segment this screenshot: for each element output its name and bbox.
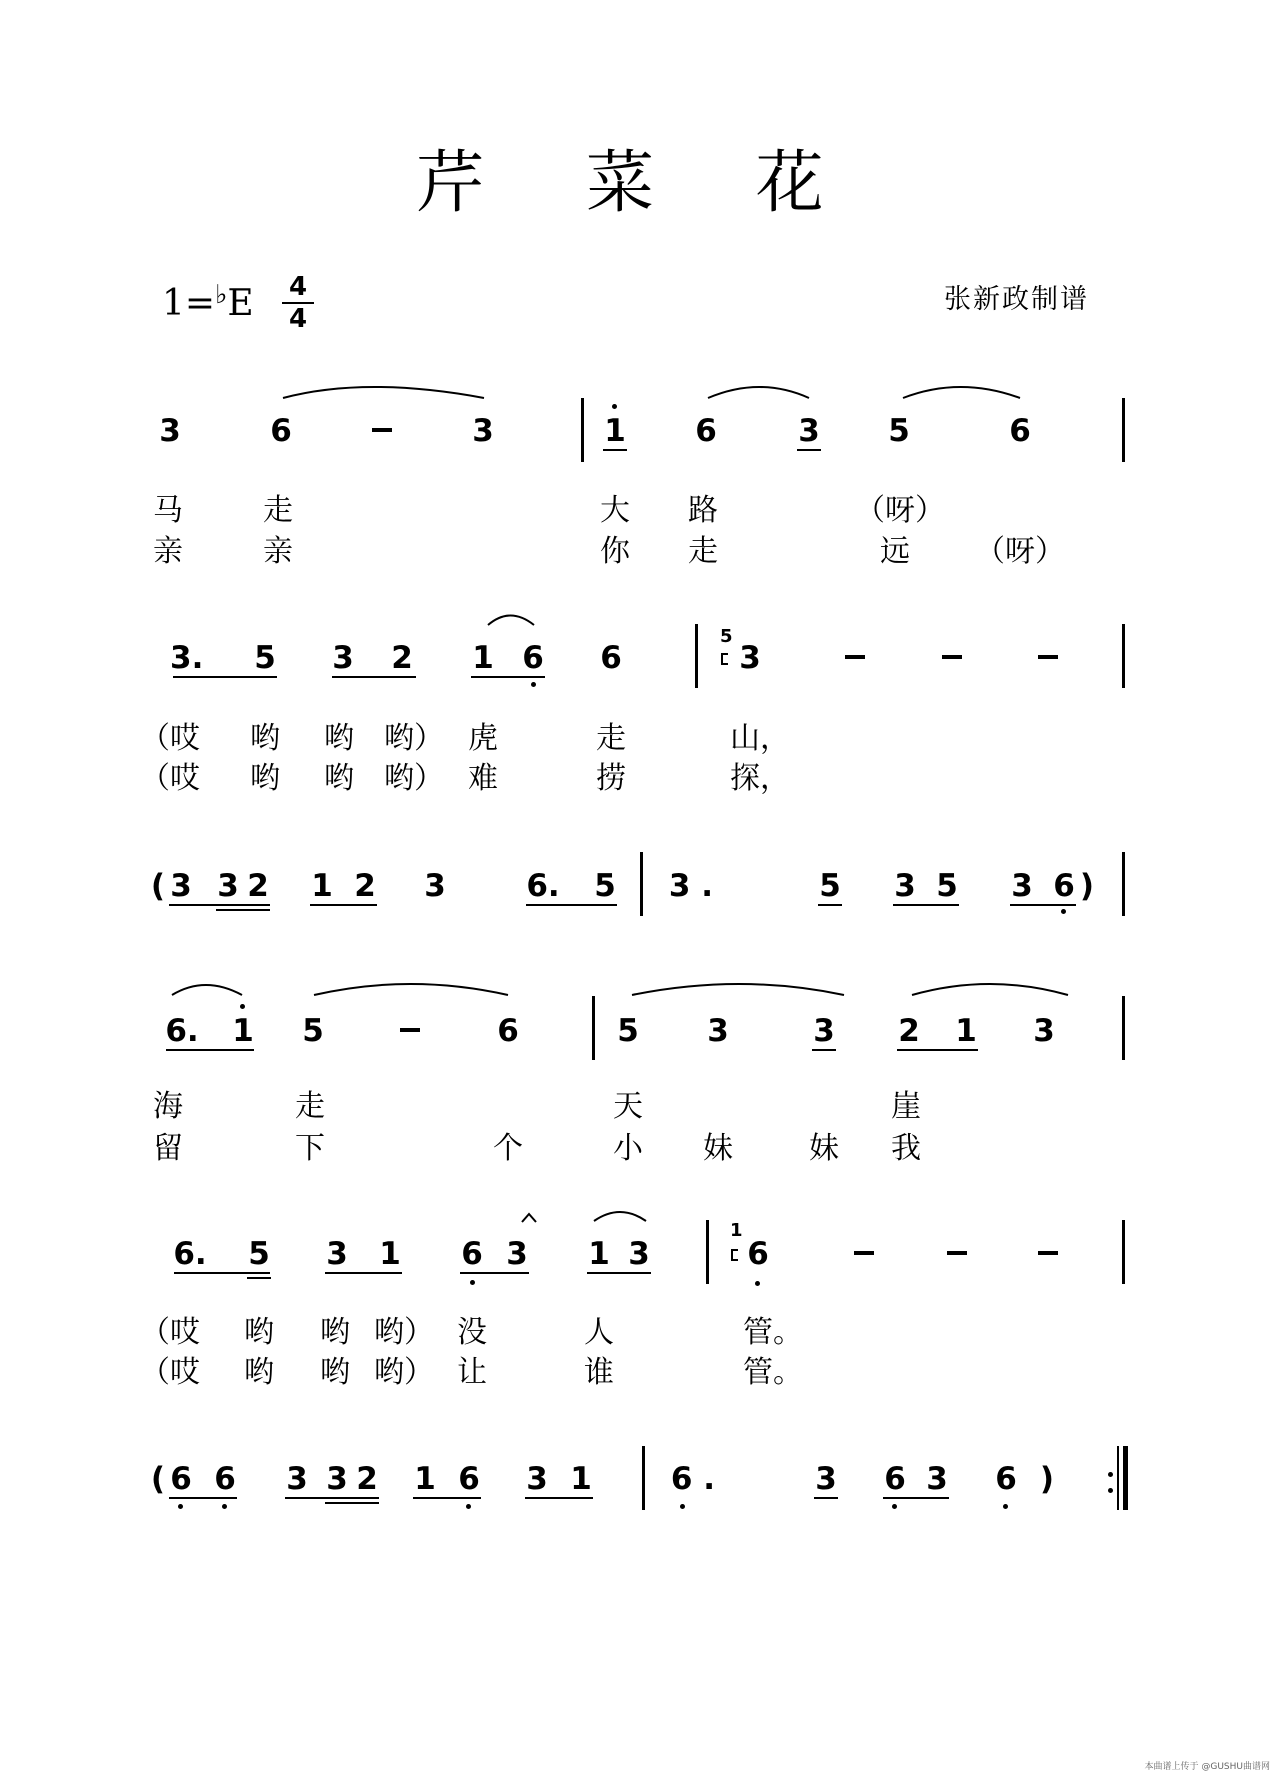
paren: ) bbox=[1039, 1461, 1055, 1497]
note: 1 bbox=[604, 413, 626, 449]
note: 6 bbox=[270, 413, 292, 449]
note: 3 bbox=[926, 1461, 948, 1497]
note: 3 bbox=[506, 1236, 528, 1272]
note: 3 bbox=[159, 413, 181, 449]
note: 1 bbox=[955, 1013, 977, 1049]
note: 3 bbox=[170, 868, 192, 904]
lyric: 路 bbox=[688, 493, 718, 528]
lyric: （哎 bbox=[140, 721, 200, 756]
lyric: 探， bbox=[730, 761, 790, 796]
note: 5 bbox=[594, 868, 616, 904]
lyric: 你 bbox=[600, 534, 630, 569]
note: 3 bbox=[472, 413, 494, 449]
lyric: 哟 bbox=[250, 761, 280, 796]
note: 2 bbox=[356, 1461, 378, 1497]
lyric: 小 bbox=[613, 1131, 643, 1166]
lyric: 妹 bbox=[703, 1131, 733, 1166]
note: 3 bbox=[628, 1236, 650, 1272]
note: 5 bbox=[302, 1013, 324, 1049]
lyric: 亲 bbox=[153, 534, 183, 569]
lyric: 我 bbox=[891, 1131, 921, 1166]
lyric: 哟） bbox=[384, 761, 444, 796]
site-watermark: 本曲谱上传于 @GUSHU曲谱网 bbox=[1144, 1762, 1270, 1772]
note: 6 bbox=[1053, 868, 1075, 904]
lyric: 捞 bbox=[596, 761, 626, 796]
note: 6 bbox=[497, 1013, 519, 1049]
lyric: 人 bbox=[584, 1315, 614, 1350]
lyric: （呀） bbox=[855, 493, 945, 528]
lyric: 虎 bbox=[468, 721, 498, 756]
lyric: 让 bbox=[457, 1355, 487, 1390]
paren: ( bbox=[150, 868, 166, 904]
note: 6 bbox=[1009, 413, 1031, 449]
note: 6 . bbox=[670, 1461, 716, 1497]
note: 3 bbox=[894, 868, 916, 904]
key-letter: E bbox=[227, 283, 254, 324]
note: 6 bbox=[458, 1461, 480, 1497]
note: 1 bbox=[472, 640, 494, 676]
note: 5 bbox=[888, 413, 910, 449]
slur bbox=[172, 985, 242, 995]
lyric: （哎 bbox=[140, 761, 200, 796]
note: 5 bbox=[254, 640, 276, 676]
lyric: 山， bbox=[730, 721, 790, 756]
meter-top: 4 bbox=[288, 272, 308, 302]
note: 6. bbox=[173, 1236, 207, 1272]
lyric: 天 bbox=[613, 1089, 643, 1124]
note: 3 bbox=[526, 1461, 548, 1497]
page-title: 芹 菜 花 bbox=[416, 144, 864, 223]
lyric: 哟 bbox=[244, 1355, 274, 1390]
lyric: 走 bbox=[688, 534, 718, 569]
slur bbox=[594, 1212, 646, 1221]
note: 1 bbox=[414, 1461, 436, 1497]
note: 3. bbox=[170, 640, 204, 676]
lyric: 哟 bbox=[320, 1315, 350, 1350]
lyric: 崖 bbox=[891, 1089, 921, 1124]
lyric: 海 bbox=[153, 1089, 183, 1124]
lyric: 哟） bbox=[384, 721, 444, 756]
slur bbox=[488, 616, 534, 626]
note: 3 bbox=[1033, 1013, 1055, 1049]
note: 3 bbox=[707, 1013, 729, 1049]
note: 3 bbox=[217, 868, 239, 904]
note: 2 bbox=[354, 868, 376, 904]
note: 1 bbox=[232, 1013, 254, 1049]
note: 5 bbox=[617, 1013, 639, 1049]
note: 1 bbox=[311, 868, 333, 904]
note: 3 bbox=[424, 868, 446, 904]
flat-icon: ♭ bbox=[215, 280, 228, 310]
note: 3 bbox=[739, 640, 761, 676]
slur bbox=[283, 387, 484, 398]
note: 6 bbox=[600, 640, 622, 676]
note: 6 bbox=[995, 1461, 1017, 1497]
lyric: （哎 bbox=[140, 1355, 200, 1390]
lyric: 难 bbox=[468, 761, 498, 796]
slur bbox=[314, 984, 508, 995]
lyric: 没 bbox=[457, 1315, 487, 1350]
note: 6 bbox=[747, 1236, 769, 1272]
slur bbox=[632, 984, 844, 995]
note: 1 bbox=[570, 1461, 592, 1497]
lyric: 马 bbox=[153, 493, 183, 528]
lyric: 管。 bbox=[743, 1355, 803, 1390]
lyric: 哟） bbox=[374, 1355, 434, 1390]
note: 3 bbox=[332, 640, 354, 676]
grace-bracket bbox=[732, 1250, 738, 1260]
note: 2 bbox=[391, 640, 413, 676]
note: 2 bbox=[247, 868, 269, 904]
lyric: 哟 bbox=[244, 1315, 274, 1350]
note: 3 bbox=[1011, 868, 1033, 904]
grace-note: 1 bbox=[730, 1220, 743, 1241]
lyric: 妹 bbox=[809, 1131, 839, 1166]
lyric: 管。 bbox=[743, 1315, 803, 1350]
note: 6. bbox=[165, 1013, 199, 1049]
lyric: 走 bbox=[596, 721, 626, 756]
lyric: 个 bbox=[493, 1131, 523, 1166]
lyric: （哎 bbox=[140, 1315, 200, 1350]
paren: ) bbox=[1079, 868, 1095, 904]
lyric: 谁 bbox=[584, 1355, 614, 1390]
note: 1 bbox=[588, 1236, 610, 1272]
grace-bracket bbox=[722, 654, 728, 664]
note: 6 bbox=[884, 1461, 906, 1497]
lyric: （呀） bbox=[975, 534, 1065, 569]
lyric: 哟 bbox=[324, 721, 354, 756]
note: 6 bbox=[214, 1461, 236, 1497]
note: 5 bbox=[248, 1236, 270, 1272]
note: 1 bbox=[379, 1236, 401, 1272]
paren: ( bbox=[150, 1461, 166, 1497]
note: 6 bbox=[695, 413, 717, 449]
note: 6. bbox=[526, 868, 560, 904]
note: 6 bbox=[170, 1461, 192, 1497]
note: 3 bbox=[326, 1461, 348, 1497]
lyric: 大 bbox=[600, 493, 630, 528]
note: 3 bbox=[813, 1013, 835, 1049]
note: 5 bbox=[819, 868, 841, 904]
slur bbox=[708, 387, 809, 398]
note: 3 bbox=[815, 1461, 837, 1497]
slur bbox=[903, 387, 1020, 398]
grace-note: 5 bbox=[720, 626, 733, 647]
lyric: 留 bbox=[153, 1131, 183, 1166]
note: 6 bbox=[461, 1236, 483, 1272]
lyric: 哟 bbox=[324, 761, 354, 796]
meter-bottom: 4 bbox=[288, 304, 308, 334]
note: 3 bbox=[286, 1461, 308, 1497]
lyric: 下 bbox=[295, 1131, 325, 1166]
lyric: 走 bbox=[295, 1089, 325, 1124]
note: 2 bbox=[898, 1013, 920, 1049]
note: 6 bbox=[522, 640, 544, 676]
note: 3 . bbox=[668, 868, 714, 904]
accent-mark bbox=[522, 1214, 536, 1222]
lyric: 亲 bbox=[263, 534, 293, 569]
note: 3 bbox=[798, 413, 820, 449]
lyric: 哟） bbox=[374, 1315, 434, 1350]
lyric: 远 bbox=[880, 534, 910, 569]
note: 5 bbox=[936, 868, 958, 904]
lyric: 走 bbox=[263, 493, 293, 528]
lyric: 哟 bbox=[320, 1355, 350, 1390]
slur bbox=[912, 984, 1068, 995]
key-prefix: 1= bbox=[162, 283, 216, 324]
lyric: 哟 bbox=[250, 721, 280, 756]
arranger-credit: 张新政制谱 bbox=[944, 284, 1089, 315]
note: 3 bbox=[326, 1236, 348, 1272]
